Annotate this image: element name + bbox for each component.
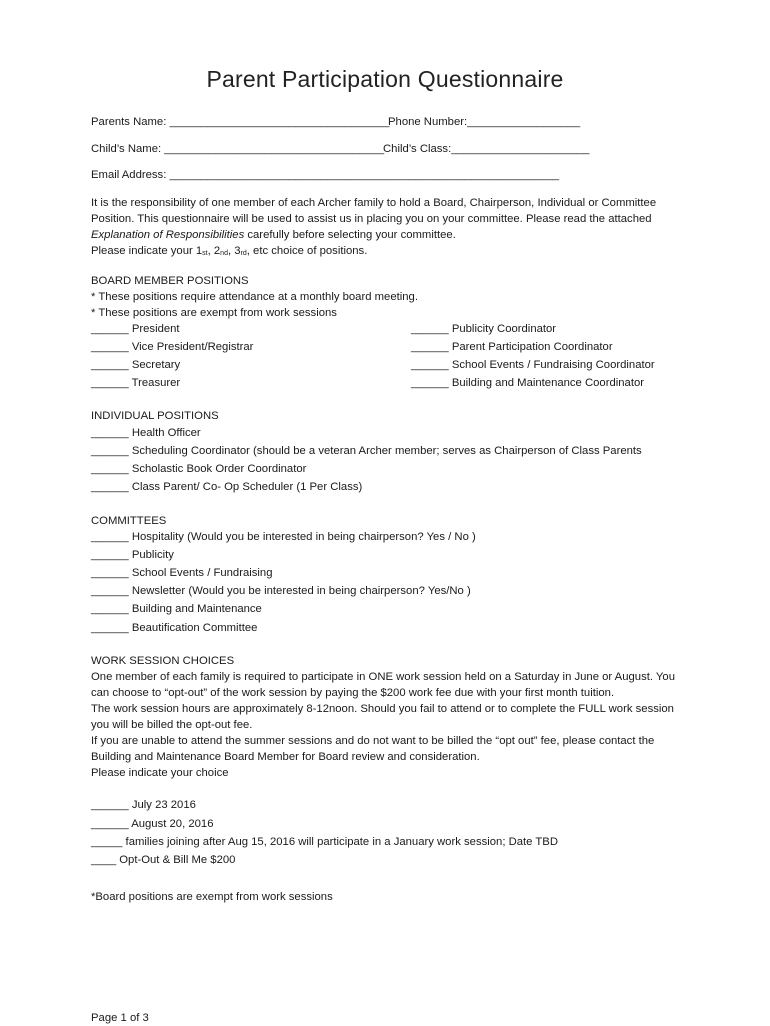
committees-heading: COMMITTEES xyxy=(91,515,167,527)
board-position-item: ______ President xyxy=(91,323,180,335)
committee-item: ______ Building and Maintenance xyxy=(91,603,262,615)
email-address-field: Email Address: ______________________________________________________________ xyxy=(91,169,560,181)
board-position-item: ______ Secretary xyxy=(91,359,181,371)
committee-item: ______ Beautification Committee xyxy=(91,622,258,634)
board-heading: BOARD MEMBER POSITIONS xyxy=(91,275,249,287)
intro-line xyxy=(91,243,691,262)
board-note: * These positions are exempt from work sessions xyxy=(91,307,337,319)
work-session-choice: ______ July 23 2016 xyxy=(91,799,196,811)
individual-position-item: ______ Class Parent/ Co- Op Scheduler (1 Per Class) xyxy=(91,481,363,493)
parents-name-field: Parents Name: ___________________________________ xyxy=(91,116,390,128)
work-session-choice: ______ August 20, 2016 xyxy=(91,818,214,830)
intro-paragraph xyxy=(91,195,691,262)
individual-position-item: ______ Health Officer xyxy=(91,427,201,439)
committee-item: ______ School Events / Fundraising xyxy=(91,567,273,579)
work-session-choice: ____ Opt-Out & Bill Me $200 xyxy=(91,854,236,866)
explanation-reference: Explanation of Responsibilities xyxy=(91,229,245,241)
intro-line: Position. This questionnaire will be used to assist us in placing you on your committee. Please read the attached xyxy=(91,213,652,225)
intro-line xyxy=(91,227,691,243)
committee-item: ______ Publicity xyxy=(91,549,174,561)
board-position-item: ______ Building and Maintenance Coordinator xyxy=(411,377,645,389)
ordinal-suffix: rd xyxy=(240,250,247,257)
committee-item: ______ Hospitality (Would you be interested in being chairperson? Yes / No ) xyxy=(91,531,476,543)
paragraph-line: One member of each family is required to participate in ONE work session held on a Saturday in June or August. You xyxy=(91,671,675,683)
individual-position-item: ______ Scheduling Coordinator (should be a veteran Archer member; serves as Chairperson of Class Parents xyxy=(91,445,642,457)
paragraph-line: you will be billed the opt-out fee. xyxy=(91,719,253,731)
committee-item: ______ Newsletter (Would you be interested in being chairperson? Yes/No ) xyxy=(91,585,471,597)
work-session-paragraph xyxy=(91,669,691,781)
intro-text: , 2 xyxy=(207,245,221,257)
board-position-item: ______ Publicity Coordinator xyxy=(411,323,557,335)
intro-text: , 3 xyxy=(227,245,241,257)
intro-text: carefully before selecting your committee. xyxy=(244,229,456,241)
board-position-item: ______ School Events / Fundraising Coordinator xyxy=(411,359,655,371)
paragraph-line: If you are unable to attend the summer sessions and do not want to be billed the “opt out” fee, please contact the xyxy=(91,735,655,747)
board-note: * These positions require attendance at a monthly board meeting. xyxy=(91,291,418,303)
intro-line: It is the responsibility of one member of each Archer family to hold a Board, Chairperson, Individual or Committee xyxy=(91,197,657,209)
footnote: *Board positions are exempt from work sessions xyxy=(91,891,333,903)
paragraph-line: can choose to “opt-out” of the work session by paying the $200 work fee due with your first month tuition. xyxy=(91,687,615,699)
intro-text: , etc choice of positions. xyxy=(246,245,368,257)
board-position-item: ______ Vice President/Registrar xyxy=(91,341,254,353)
page-number: Page 1 of 3 xyxy=(91,1012,149,1024)
paragraph-line: Building and Maintenance Board Member for Board review and consideration. xyxy=(91,751,480,763)
paragraph-line: Please indicate your choice xyxy=(91,767,229,779)
ordinal-suffix: nd xyxy=(220,250,228,257)
board-position-item: ______ Parent Participation Coordinator xyxy=(411,341,613,353)
work-session-choice: _____ families joining after Aug 15, 2016 will participate in a January work session; Date TBD xyxy=(91,836,558,848)
individual-heading: INDIVIDUAL POSITIONS xyxy=(91,410,219,422)
page-title: Parent Participation Questionnaire xyxy=(206,66,564,92)
childs-name-field: Child’s Name: ___________________________________ xyxy=(91,143,385,155)
childs-class-field: Child’s Class:______________________ xyxy=(383,143,590,155)
phone-number-field: Phone Number:__________________ xyxy=(388,116,581,128)
individual-position-item: ______ Scholastic Book Order Coordinator xyxy=(91,463,307,475)
ordinal-suffix: st xyxy=(202,250,208,257)
board-position-item: ______ Treasurer xyxy=(91,377,181,389)
intro-text: Please indicate your 1 xyxy=(91,245,203,257)
work-session-heading: WORK SESSION CHOICES xyxy=(91,655,235,667)
paragraph-line: The work session hours are approximately 8-12noon. Should you fail to attend or to complete the FULL work session xyxy=(91,703,674,715)
